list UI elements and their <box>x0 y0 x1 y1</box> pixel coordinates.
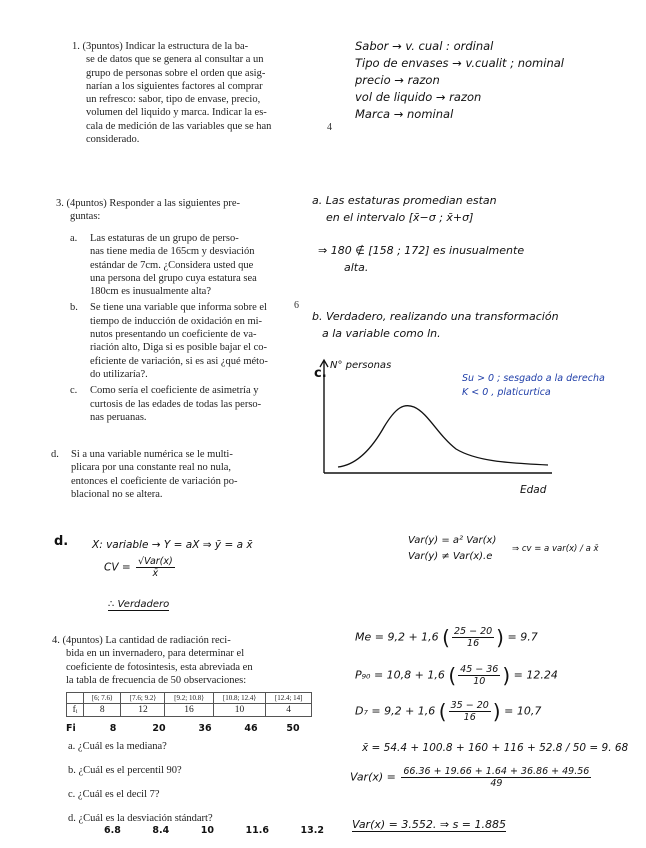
table-corner <box>67 693 84 704</box>
calc-fraction <box>449 700 491 723</box>
q3-item-c <box>70 384 300 424</box>
q3-b-line: do utilizaría?. <box>90 368 148 380</box>
q3-answer-c-label: c. <box>314 366 327 381</box>
cum-cell: 46 <box>244 723 258 734</box>
table-row <box>67 704 312 717</box>
class-mark: 8.4 <box>152 825 170 836</box>
subquestion: d. ¿Cuál es la desviación stándart? <box>68 813 213 824</box>
interval-cell: [7.6; 9.2⟩ <box>121 693 165 704</box>
q3-b-line: eficiente de variación, si es asi ¿qué méto- <box>90 355 268 367</box>
calc-left: P₉₀ = 10,8 + 1,6 <box>355 668 445 682</box>
cv-numerator: √Var(x) <box>138 556 173 567</box>
calc-den: 10 <box>473 676 486 687</box>
ans-d-var2: Var(y) ≠ Var(x).e <box>408 551 493 562</box>
q3-score: 6 <box>294 300 299 311</box>
ans-a-line: ⇒ 180 ∉ [158 ; 172] es inusualmente <box>318 244 525 257</box>
graph-x-label: Edad <box>520 484 547 496</box>
ans-d-cv-far: ⇒ cv = a var(x) / a x̄ <box>512 544 599 554</box>
subquestion: b. ¿Cuál es el percentil 90? <box>68 765 182 776</box>
q4-line: bida en un invernadero, para determinar el <box>66 648 245 660</box>
conclusion-text: ∴ Verdadero <box>108 599 170 610</box>
q4-text <box>52 634 304 687</box>
q3-d-line: Si a una variable numérica se le multi- <box>71 449 233 460</box>
q1-answer-line: Sabor → v. cual : ordinal <box>355 39 494 53</box>
q3-b-line: nutos presentando un coeficiente de va- <box>90 329 257 341</box>
q3-a-line: 180cm es inusualmente alta? <box>90 286 212 298</box>
ans-b-line: a la variable como ln. <box>322 327 441 340</box>
class-mark: 6.8 <box>104 825 121 836</box>
q3-a-line: Las estaturas de un grupo de perso- <box>90 233 239 244</box>
class-mark: 10 <box>200 825 214 836</box>
calc-left: Me = 9,2 + 1,6 <box>355 630 439 644</box>
q1-line: grupo de personas sobre el orden que asig- <box>86 67 266 79</box>
graph-note: K < 0 , platicurtica <box>462 387 551 398</box>
item-label: a. <box>70 233 78 244</box>
calc-num: 35 − 20 <box>450 700 489 711</box>
q3-c-line: nas peruanas. <box>90 411 147 423</box>
q1-answer-line: Tipo de envases → v.cualit ; nominal <box>355 56 564 70</box>
q3-a-line: una persona del grupo cuya estatura sea <box>90 272 257 284</box>
q3-answer-d-label: d. <box>54 534 69 549</box>
q1-answer-line: Marca → nominal <box>355 107 454 121</box>
q4-line: 4. (4puntos) La cantidad de radiación reci- <box>52 635 231 646</box>
freq-cell: 12 <box>121 704 165 717</box>
q3-answer-a <box>312 192 524 276</box>
cv-fraction <box>136 556 175 579</box>
interval-cell: [9.2; 10.8⟩ <box>165 693 213 704</box>
item-label: c. <box>70 385 78 397</box>
q3-item-a <box>70 232 300 298</box>
cum-freq-row <box>66 722 312 735</box>
freq-cell: 8 <box>84 704 121 717</box>
subquestion: a. ¿Cuál es la mediana? <box>68 741 167 752</box>
cum-cell: 50 <box>286 723 300 734</box>
q3-header-line: 3. (4puntos) Responder a las siguientes pre- <box>56 198 241 209</box>
subquestion: c. ¿Cuál es el decil 7? <box>68 789 160 800</box>
ans-a-line: en el intervalo [x̄−σ ; x̄+σ] <box>326 211 474 224</box>
interval-cell: [10.8; 12.4⟩ <box>213 693 266 704</box>
graph-y-label: N° personas <box>330 360 392 371</box>
q1-text <box>72 40 318 146</box>
q1-answer-line: precio → razon <box>355 73 440 87</box>
graph-notes <box>462 372 605 400</box>
calc-num: 25 − 20 <box>453 626 493 637</box>
q3-a-line: nas tiene media de 165cm y desviación <box>90 246 255 258</box>
calc-result: = 12.24 <box>513 668 558 682</box>
cum-cell: 8 <box>109 723 117 734</box>
ans-a-line: alta. <box>344 261 369 274</box>
class-mark: 13.2 <box>300 825 324 836</box>
median-calc: Me = 9,2 + 1,6 ( $\frac{25 - 20}{16}$ ) = 9.7 <box>355 625 538 650</box>
variance-calc <box>350 766 593 789</box>
density-curve <box>338 406 548 467</box>
q1-line: se de datos que se genera al consultar a un <box>86 54 264 66</box>
q4-line: la tabla de frecuencia de 50 observaciones: <box>66 674 247 686</box>
q3-b-line: riación alto, Diga si es posible bajar el co- <box>90 342 267 354</box>
calc-fraction <box>401 766 591 789</box>
freq-cell: 16 <box>165 704 213 717</box>
cum-label: Fi <box>66 723 76 734</box>
q3-items <box>70 232 300 424</box>
ans-d-cv <box>104 556 177 579</box>
q3-c-line: curtosis de las edades de todas las perso- <box>90 398 262 410</box>
cv-label: CV = <box>104 561 131 574</box>
freq-cell: 10 <box>213 704 266 717</box>
item-label: b. <box>70 302 78 314</box>
q3-a-line: estándar de 7cm. ¿Considera usted que <box>90 259 254 271</box>
frequency-table <box>66 692 312 717</box>
q4-line: coeficiente de fotosintesis, esta abreviada en <box>66 661 253 673</box>
calc-result: = 9.7 <box>507 630 538 644</box>
decile-calc: D₇ = 9,2 + 1,6 ( $\frac{35 - 20}{16}$ ) = 10,7 <box>355 699 542 724</box>
final-result <box>352 818 506 831</box>
interval-cell: [6; 7.6⟩ <box>84 693 121 704</box>
table-header-row <box>67 693 312 704</box>
calc-den: 49 <box>490 778 503 789</box>
q1-score: 4 <box>327 122 332 133</box>
calc-left: D₇ = 9,2 + 1,6 <box>355 704 436 718</box>
class-mark: 11.6 <box>245 825 269 836</box>
calc-fraction <box>452 626 494 649</box>
q1-line: cala de medición de las variables que se han <box>86 120 272 132</box>
calc-den: 16 <box>463 712 476 723</box>
interval-cell: [12.4; 14] <box>266 693 312 704</box>
q3-b-line: Se tiene una variable que informa sobre el <box>90 302 267 314</box>
q1-line: narían a los siguientes factores al comprar <box>86 80 263 92</box>
cum-cell: 36 <box>198 723 212 734</box>
cv-denominator: x̄ <box>152 568 159 579</box>
final-result-text: Var(x) = 3.552. ⇒ s = 1.885 <box>352 818 507 831</box>
q1-answer-line: vol de liquido → razon <box>355 90 482 104</box>
ans-d-line1: X: variable → Y = aX ⇒ ȳ = a x̄ <box>92 539 253 551</box>
q3-answer-b <box>312 308 559 342</box>
graph-note: Su > 0 ; sesgado a la derecha <box>462 373 605 384</box>
q3-d-line: plicara por una constante real no nula, <box>71 462 232 474</box>
ans-a-line: a. Las estaturas promedian estan <box>312 194 497 207</box>
ans-d-var1: Var(y) = a² Var(x) <box>408 535 497 546</box>
q1-answers <box>355 38 564 123</box>
q1-line: 1. (3puntos) Indicar la estructura de la ba- <box>72 41 249 52</box>
q1-line: volumen del liquido y marca. Indicar la es- <box>86 107 267 119</box>
ans-d-conclusion <box>108 598 169 611</box>
q3-header <box>56 197 296 224</box>
freq-cell: 4 <box>266 704 312 717</box>
ans-b-line: b. Verdadero, realizando una transformación <box>312 310 559 323</box>
cum-cell: 20 <box>152 723 166 734</box>
calc-num: 45 − 36 <box>460 664 499 675</box>
q3-b-line: tiempo de inducción de oxidación en mi- <box>90 315 263 327</box>
q1-line: considerado. <box>86 134 140 146</box>
freq-label: fᵢ <box>67 704 84 717</box>
mean-calc: x̄ = 54.4 + 100.8 + 160 + 116 + 52.8 / 50 = 9. 68 <box>362 742 629 754</box>
calc-fraction <box>458 664 500 687</box>
q3-d-line: blacional no se altera. <box>71 488 163 500</box>
calc-left: Var(x) = <box>350 770 396 784</box>
q3-d-line: entonces el coeficiente de variación po- <box>71 475 238 487</box>
q3-item-d <box>51 448 301 501</box>
q4-subquestions <box>68 735 213 831</box>
calc-den: 16 <box>467 638 480 649</box>
q3-header-line: guntas: <box>70 211 101 223</box>
q3-c-line: Como sería el coeficiente de asimetría y <box>90 385 259 397</box>
q1-line: un refresco: sabor, tipo de envase, precio, <box>86 94 261 106</box>
calc-result: = 10,7 <box>504 704 542 718</box>
class-marks <box>104 824 324 837</box>
calc-num: 66.36 + 19.66 + 1.64 + 36.86 + 49.56 <box>403 766 590 777</box>
percentile-calc: P₉₀ = 10,8 + 1,6 ( $\frac{45 - 36}{10}$ ) = 12.24 <box>355 663 558 688</box>
item-label: d. <box>51 449 59 460</box>
q3-item-b <box>70 301 300 381</box>
